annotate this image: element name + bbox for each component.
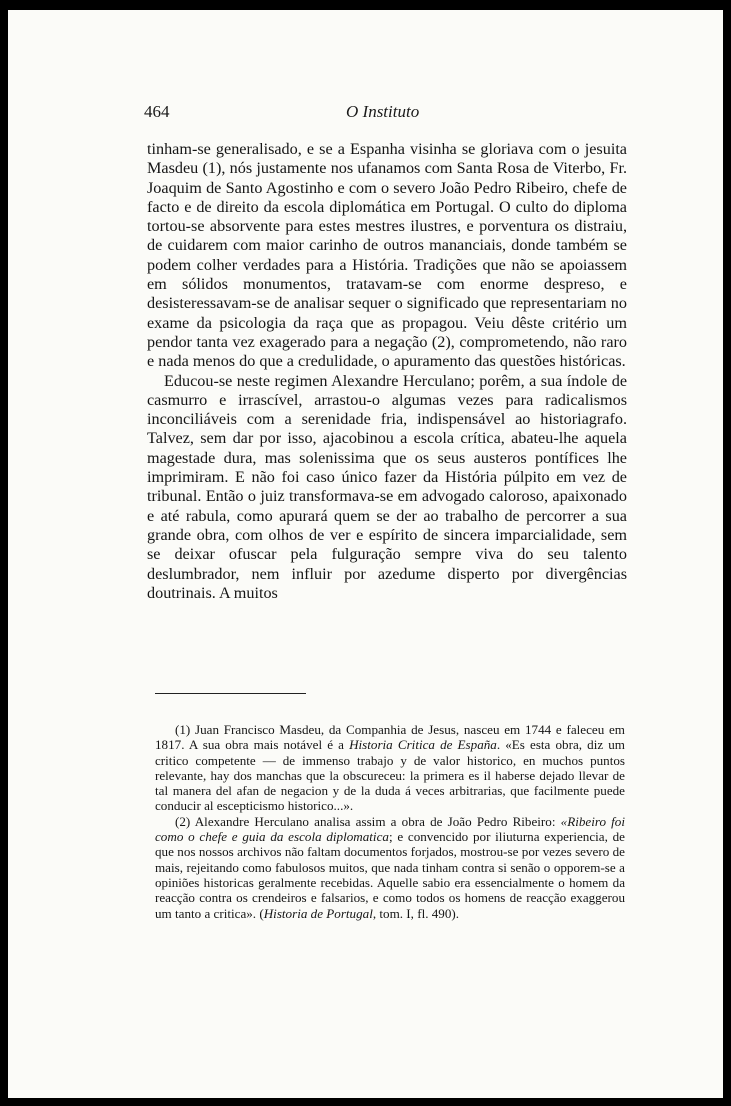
page-number: 464 bbox=[144, 102, 170, 121]
footnote-text: , tom. I, fl. 490). bbox=[372, 905, 460, 921]
running-title: O Instituto bbox=[346, 102, 420, 121]
footnote-text: . «Es esta obra, diz um critico competente — de immenso trabajo y de valor historico, en muchos puntos relevante, hay dos manchas que la obscureceu: la primera es il haberse dejado llevar de tal manera del afan de negacion y de la duda á veces arbitrarias, que facilmente puede conducir al escepticismo historico...». bbox=[155, 737, 625, 814]
footnote-source-title: Historia de Portugal bbox=[263, 905, 373, 921]
footnote-text: (1) Juan Francisco Masdeu, da Companhia de Jesus, nasceu em 1744 e faleceu em 1817. A sua obra mais notável é a bbox=[155, 722, 625, 753]
document-page bbox=[8, 10, 723, 1098]
body-paragraph: tinham-se generalisado, e se a Espanha visinha se gloriava com o jesuita Masdeu (1), nós justamente nos ufanamos com Santa Rosa de Viterbo, Fr. Joaquim de Santo Agostinho e com o severo João Pedro Ribeiro, chefe de facto e de direito da escola diplomática em Portugal. O culto do diploma tortou-se absorvente para estes mestres ilustres, e porventura os distraiu, de cuidarem com maior carinho de outros mananciais, donde também se podem colher verdades para a História. Tradições que não se apoiassem em sólidos monumentos, tratavam-se com enorme despreso, e desisteressavam-se de analisar sequer o significado que representariam no exame da psicologia da raça que as propagou. Veiu dêste critério um pendor tanta vez exagerado para a negação (2), comprometendo, não raro e nada menos do que a credulidade, o apuramento das questões históricas. bbox=[147, 140, 627, 371]
footnotes bbox=[155, 722, 625, 921]
footnote-1 bbox=[155, 722, 625, 814]
footnote-text: (2) Alexandre Herculano analisa assim a obra de João Pedro Ribeiro: bbox=[175, 813, 561, 829]
footnote-title: Historia Critica de España bbox=[349, 737, 497, 753]
footnote-separator bbox=[155, 693, 306, 694]
page-header bbox=[144, 102, 644, 126]
footnote-quote: «Ribeiro foi como o chefe e guia da escola diplomatica bbox=[155, 813, 625, 845]
footnote-2 bbox=[155, 814, 625, 921]
body-text bbox=[147, 140, 627, 603]
footnote-text: ; e convencido por iliuturna experiencia, de que nos nossos archivos não faltam documentos forjados, mostrou-se por vezes severo de mais, rejeitando como fabulosos muitos, que nada tinham contra si senão o opporem-se a opiniões historicas geralmente recebidas. Aquelle sabio era essencialmente o homem da reacção contra os crendeiros e falsarios, e como todos os homens de reacção exaggerou um tanto a critica». ( bbox=[155, 829, 625, 921]
body-paragraph: Educou-se neste regimen Alexandre Herculano; porêm, a sua índole de casmurro e irrascível, arrastou-o algumas vezes para radicalismos inconciliáveis com a serenidade fria, indispensável ao historiagrafo. Talvez, sem dar por isso, ajacobinou a escola crítica, abateu-lhe aquela magestade dura, mas solenissima que os seus austeros pontífices lhe imprimiram. E não foi caso único fazer da História púlpito em vez de tribunal. Então o juiz transformava-se em advogado caloroso, apaixonado e até rabula, como apurará quem se der ao trabalho de percorrer a sua grande obra, com olhos de ver e espírito de sincera imparcialidade, sem se deixar ofuscar pela fulguração sempre viva do seu talento deslumbrador, nem influir por azedume disperto por divergências doutrinais. A muitos bbox=[147, 371, 627, 602]
